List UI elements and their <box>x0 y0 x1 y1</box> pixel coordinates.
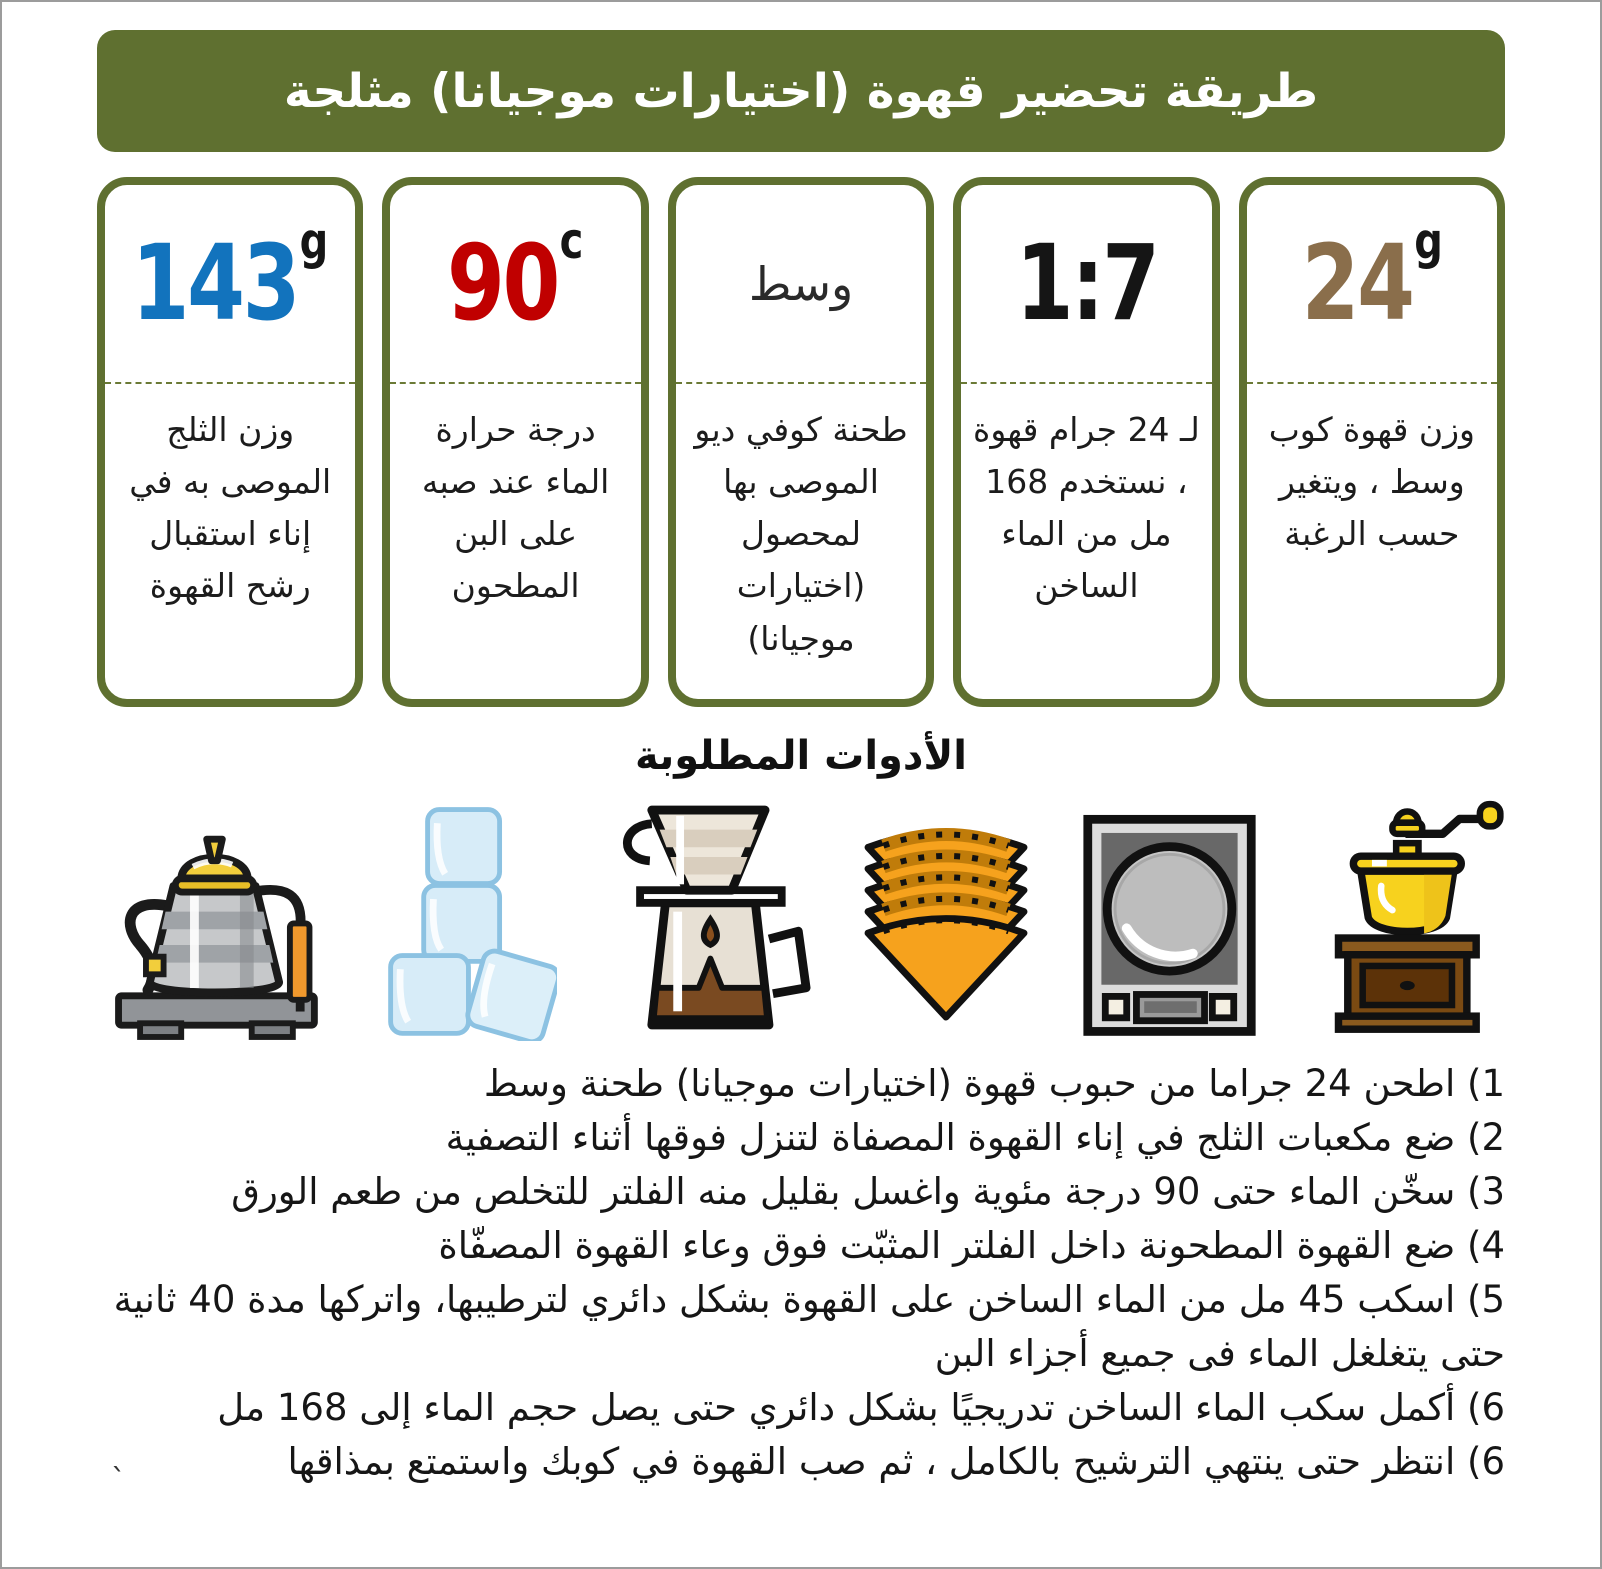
tool-filters <box>856 796 1036 1041</box>
ratio-value: 1:7 <box>1015 221 1158 344</box>
title-bar <box>97 30 1505 152</box>
coffee-weight-description: وزن قهوة كوب وسط ، ويتغير حسب الرغبة <box>1268 410 1475 554</box>
step-1: 1) اطحن 24 جراما من حبوب قهوة (اختيارات موجيانا) طحنة وسط <box>483 1062 1505 1105</box>
tool-ice <box>377 801 557 1041</box>
ice-weight-description: وزن الثلج الموصى به في إناء استقبال رشح القهوة <box>129 410 332 606</box>
water-temp-description: درجة حرارة الماء عند صبه على البن المطحون <box>421 410 610 606</box>
card-value-area <box>1247 185 1497 382</box>
card-value-area <box>961 185 1211 382</box>
coffee-grinder-icon <box>1305 796 1505 1041</box>
step-4: 4) ضع القهوة المطحونة داخل الفلتر المثبّت فوق وعاء القهوة المصفّاة <box>438 1224 1505 1268</box>
ratio-description: لـ 24 جرام قهوة ، نستخدم 168 مل من الماء الساخن <box>973 410 1200 606</box>
gooseneck-kettle-icon <box>97 796 332 1041</box>
tools-icons-row <box>97 789 1505 1041</box>
instructions-list <box>97 1057 1505 1498</box>
stray-mark: ˋ <box>111 1463 126 1498</box>
water-temp-value: 90 <box>447 221 559 344</box>
spec-card-ice-weight <box>97 177 363 707</box>
card-value-area <box>390 185 640 382</box>
ice-weight-value: 143 <box>131 221 299 344</box>
card-value-area <box>676 185 926 382</box>
step-6: 6) أكمل سكب الماء الساخن تدريجيًا بشكل دائري حتى يصل حجم الماء إلى 168 مل <box>217 1386 1505 1430</box>
page-title: طريقة تحضير قهوة (اختيارات موجيانا) مثلجة <box>283 63 1319 119</box>
ice-cubes-icon <box>377 801 557 1041</box>
spec-card-grind-size <box>668 177 934 707</box>
step-3: 3) سخّن الماء حتى 90 درجة مئوية واغسل بقليل منه الفلتر للتخلص من طعم الورق <box>231 1170 1505 1214</box>
tool-kettle <box>97 796 332 1041</box>
card-value-area <box>105 185 355 382</box>
water-temp-unit: c <box>560 211 584 270</box>
coffee-weight-unit: g <box>1413 211 1443 270</box>
pour-over-dripper-icon <box>601 796 811 1041</box>
step-2: 2) ضع مكعبات الثلج في إناء القهوة المصفاة لتنزل فوقها أثناء التصفية <box>445 1116 1505 1160</box>
spec-card-coffee-weight <box>1239 177 1505 707</box>
spec-cards-row <box>97 177 1505 707</box>
step-5: 5) اسكب 45 مل من الماء الساخن على القهوة بشكل دائري لترطيبها، واتركها مدة 40 ثانية حتى يتغلغل الماء فى جميع أجزاء البن <box>113 1278 1505 1376</box>
step-7: 6) انتظر حتى ينتهي الترشيح بالكامل ، ثم صب القهوة في كوبك واستمتع بمذاقها <box>287 1440 1505 1484</box>
spec-card-water-temp <box>382 177 648 707</box>
grind-size-value: وسط <box>748 256 854 311</box>
tool-dripper <box>601 796 811 1041</box>
spec-card-ratio <box>953 177 1219 707</box>
grind-size-description: طحنة كوفي ديو الموصى بها لمحصول (اختيارات موجيانا) <box>694 410 908 658</box>
tools-heading: الأدوات المطلوبة <box>635 733 967 779</box>
tool-grinder <box>1305 796 1505 1041</box>
paper-filters-icon <box>856 796 1036 1041</box>
coffee-weight-value: 24 <box>1301 221 1413 344</box>
ice-weight-unit: g <box>299 211 329 270</box>
digital-scale-icon <box>1080 801 1260 1041</box>
tool-scale <box>1080 801 1260 1041</box>
